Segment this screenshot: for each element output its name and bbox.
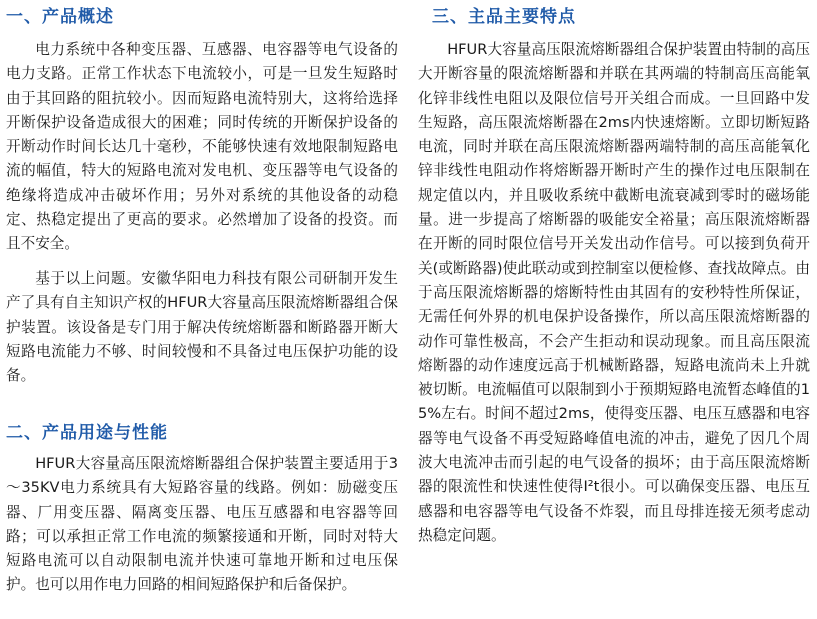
section-heading-features: 三、主品主要特点 bbox=[432, 7, 576, 27]
section-heading-overview: 一、产品概述 bbox=[6, 7, 114, 27]
overview-paragraph-2: 基于以上问题。安徽华阳电力科技有限公司研制开发生产了具有自主知识产权的HFUR大容量高压限流熔断器组合保护装置。该设备是专门用于解决传统熔断器和断路器开断大短路电流能力不够、时间较慢和不具备过电压保护功能的设备。 bbox=[6, 270, 398, 385]
usage-paragraph-1: HFUR大容量高压限流熔断器组合保护装置主要适用于3～35KV电力系统具有大短路容量的线路。例如：励磁变压器、厂用变压器、隔离变压器、电压互感器和电容器等回路；可以承担正常工作电流的频繁接通和开断，同时对特大短路电流可以自动限制电流并快速可靠地开断和过电压保护。也可以用作电力回路的相间短路保护和后备保护。 bbox=[6, 455, 398, 594]
section-heading-usage: 二、产品用途与性能 bbox=[6, 423, 168, 443]
features-paragraph-1: HFUR大容量高压限流熔断器组合保护装置由特制的高压大开断容量的限流熔断器和并联在其两端的特制高压高能氧化锌非线性电阻以及限位信号开关组合而成。一旦回路中发生短路，高压限流熔断器在2ms内快速熔断。立即切断短路电流，同时并联在高压限流熔断器两端特制的高压高能氧化锌非线性电阻动作将熔断器开断时产生的操作过电压限制在规定值以内，并且吸收系统中截断电流衰减到零时的磁场能量。进一步提高了熔断器的吸能安全裕量；高压限流熔断器在开断的同时限位信号开关发出动作信号。可以接到负荷开关(或断路器)使此联动或到控制室以便检修、查找故障点。由于高压限流熔断器的熔断特性由其固有的安秒特性所保证，无需任何外界的机电保护设备操作，所以高压限流熔断器的动作可靠性极高，不会产生拒动和误动现象。而且高压限流熔断器的动作速度远高于机械断路器，短路电流尚未上升就被切断。电流幅值可以限制到小于预期短路电流暂态峰值的15%左右。时间不超过2ms，使得变压器、电压互感器和电容器等电气设备不再受短路峰值电流的冲击，避免了因几个周波大电流冲击而引起的电气设备的损坏；由于高压限流熔断器的限流性和快速性使得I²t很小。可以确保变压器、电压互感器和电容器等电气设备不炸裂，而且母排连接无须考虑动热稳定问题。 bbox=[418, 41, 810, 544]
overview-paragraph-1: 电力系统中各种变压器、互感器、电容器等电气设备的电力支路。正常工作状态下电流较小，可是一旦发生短路时由于其回路的阻抗较小。因而短路电流特别大，这将给选择开断保护设备造成很大的困难；同时传统的开断保护设备的开断动作时间长达几十毫秒，不能够快速有效地限制短路电流的幅值，特大的短路电流对发电机、变压器等电气设备的绝缘将造成冲击破坏作用；另外对系统的其他设备的动稳定、热稳定提出了更高的要求。必然增加了设备的投资。而且不安全。 bbox=[6, 41, 398, 253]
